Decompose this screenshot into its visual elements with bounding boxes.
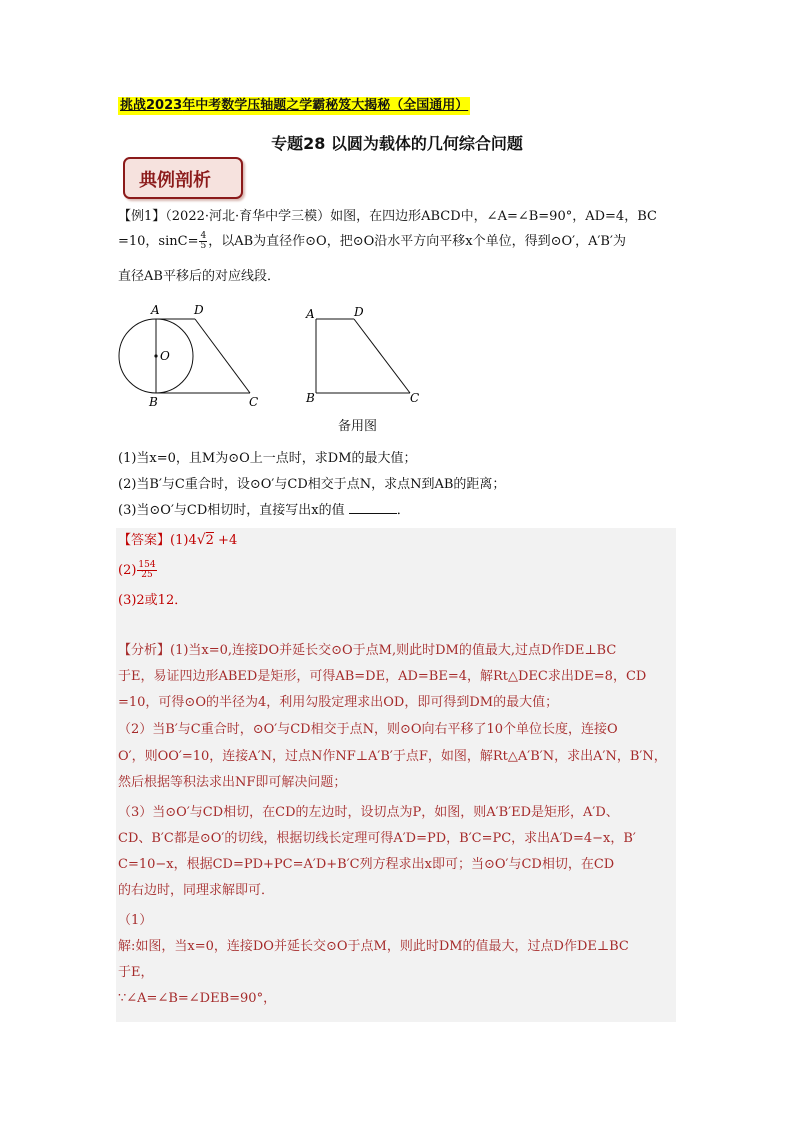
sin-fraction-num: 4 (200, 231, 207, 241)
analysis-line-10: 的右边时，同理求解即可． (118, 883, 275, 898)
section-badge-label: 典例剖析 (139, 170, 211, 191)
figure-caption: 备用图 (338, 419, 378, 434)
analysis-line-1: 【分析】(1)当x=0,连接DO并延长交⊙O于点M,则此时DM的值最大,过点D作DE⊥BC (118, 643, 617, 658)
question-3-text: (3)当⊙O′与CD相切时，直接写出x的值 (118, 503, 345, 518)
segment-dc (195, 319, 250, 393)
problem-line-3: 直径AB平移后的对应线段． (118, 269, 280, 284)
label-b: B (149, 395, 158, 409)
problem-line-2b: ，以AB为直径作⊙O，把⊙O沿水平方向平移x个单位，得到⊙O′，A′B′为 (208, 234, 626, 249)
answer-1-prefix: (1) (170, 533, 189, 548)
analysis-line-2: 于E，易证四边形ABED是矩形，可得AB=DE，AD=BE=4，解Rt△DEC求出DE=8，CD (118, 669, 647, 684)
question-2: (2)当B′与C重合时，设⊙O′与CD相交于点N，求点N到AB的距离； (118, 477, 506, 492)
backup-label-b: B (306, 391, 315, 405)
answer-2-den: 25 (141, 570, 153, 580)
analysis-line-11: （1） (118, 913, 153, 928)
answer-1 (118, 529, 678, 552)
analysis-line-7: （3）当⊙O′与CD相切，在CD的左边时，设切点为P，如图，则A′B′ED是矩形，A′D、 (118, 805, 619, 820)
answer-1-radicand: 2 (205, 533, 214, 548)
series-banner (118, 97, 470, 115)
analysis-line-3: =10，可得⊙O的半径为4，利用勾股定理求出OD，即可得到DM的最大值； (118, 695, 559, 710)
section-badge (123, 157, 243, 199)
analysis-line-14: ∵∠A=∠B=∠DEB=90°， (118, 991, 277, 1006)
question-3 (118, 500, 678, 522)
analysis-line-9: C=10−x，根据CD=PD+PC=A′D+B′C列方程求出x即可；当⊙O′与CD相切，在CD (118, 857, 615, 872)
label-a: A (151, 303, 160, 317)
geometry-figures (110, 298, 440, 410)
question-3-end: ． (396, 503, 410, 518)
label-d: D (194, 303, 204, 317)
banner-rest: 年中考数学压轴题之学霸秘笈大揭秘（全国通用） (182, 98, 469, 113)
page-title: 专题28 以圆为载体的几何综合问题 (271, 134, 523, 153)
banner-prefix: 挑战 (120, 98, 147, 113)
analysis-line-8: CD、B′C都是⊙O′的切线，根据切线长定理可得A′D=PD，B′C=PC，求出A′D=4−x，B′ (118, 831, 636, 846)
analysis-line-6: 然后根据等积法求出NF即可解决问题； (118, 775, 347, 790)
banner-year: 2023 (146, 98, 183, 113)
label-c: C (249, 395, 259, 409)
problem-line-2 (118, 231, 678, 253)
analysis-line-4: （2）当B′与C重合时，⊙O′与CD相交于点N，则⊙O向右平移了10个单位长度，连接O (118, 722, 618, 737)
question-1: (1)当x=0，且M为⊙O上一点时，求DM的最大值； (118, 451, 417, 466)
answer-2-fraction (137, 561, 156, 580)
backup-label-d: D (354, 305, 364, 319)
answer-1-coef: 4 (188, 533, 197, 548)
sqrt-symbol: √ (196, 532, 206, 548)
analysis-line-5: O′，则OO′=10，连接A′N，过点N作NF⊥A′B′于点F，如图，解Rt△A′B′N，求出A′N，B′N， (118, 749, 667, 764)
answer-2-prefix: (2) (118, 563, 137, 578)
analysis-line-12: 解:如图，当x=0，连接DO并延长交⊙O于点M，则此时DM的值最大，过点D作DE⊥BC (118, 939, 629, 954)
answer-blank (349, 501, 397, 514)
figure-main (119, 303, 258, 409)
analysis-line-13: 于E， (118, 965, 154, 980)
answer-3: (3)2或12． (118, 593, 188, 608)
answer-2-num: 154 (138, 560, 156, 570)
answer-label: 【答案】 (118, 533, 171, 548)
figure-backup (305, 305, 419, 405)
label-o: O (160, 349, 170, 363)
answer-1-tail: +4 (213, 533, 238, 548)
backup-label-c: C (410, 391, 420, 405)
problem-line-2a: =10，sinC= (118, 234, 199, 249)
answer-2 (118, 560, 678, 582)
sin-fraction-den: 5 (200, 241, 207, 251)
backup-label-a: A (306, 307, 315, 321)
backup-segment-dc (354, 319, 410, 393)
center-o (154, 354, 157, 357)
problem-line-1: 【例1】（2022·河北·育华中学三模）如图，在四边形ABCD中，∠A=∠B=90°，AD=4，BC (118, 209, 657, 224)
sin-fraction (199, 232, 207, 251)
